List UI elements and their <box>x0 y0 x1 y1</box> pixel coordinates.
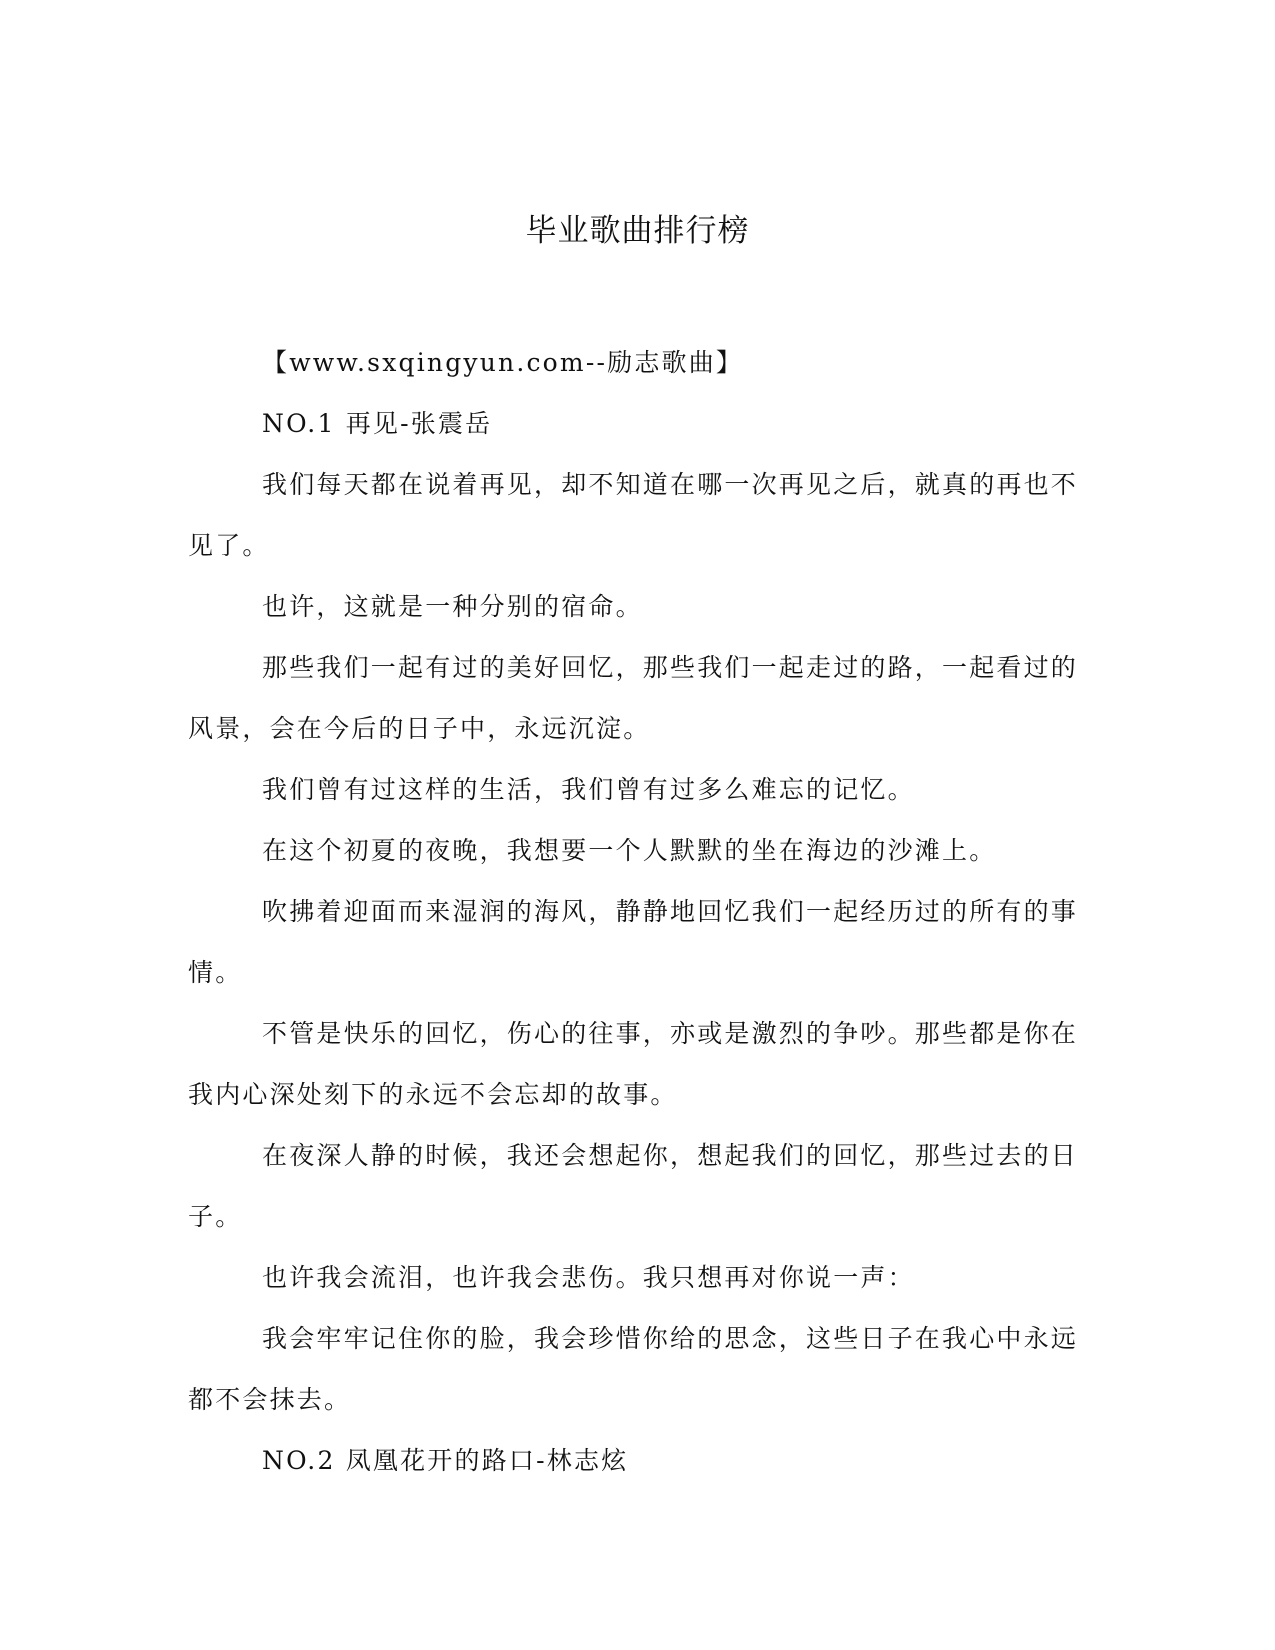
paragraph: 也许，这就是一种分别的宿命。 <box>262 592 643 621</box>
paragraph: 我们曾有过这样的生活，我们曾有过多么难忘的记忆。 <box>262 775 915 804</box>
source-line: 【www.sxqingyun.com--励志歌曲】 <box>262 348 744 377</box>
document-body <box>188 332 1078 1491</box>
paragraph: 不管是快乐的回忆，伤心的往事，亦或是激烈的争吵。那些都是你在我内心深处刻下的永远不会忘却的故事。 <box>188 1019 1079 1109</box>
paragraph: 在夜深人静的时候，我还会想起你，想起我们的回忆，那些过去的日子。 <box>188 1141 1079 1231</box>
page-title: 毕业歌曲排行榜 <box>525 213 750 249</box>
paragraph: 我们每天都在说着再见，却不知道在哪一次再见之后，就真的再也不见了。 <box>188 470 1079 560</box>
paragraph: 也许我会流泪，也许我会悲伤。我只想再对你说一声： <box>262 1263 915 1292</box>
paragraph: 那些我们一起有过的美好回忆，那些我们一起走过的路，一起看过的风景，会在今后的日子中，永远沉淀。 <box>188 653 1079 743</box>
paragraph: 吹拂着迎面而来湿润的海风，静静地回忆我们一起经历过的所有的事情。 <box>188 897 1079 987</box>
paragraph: 在这个初夏的夜晚，我想要一个人默默的坐在海边的沙滩上。 <box>262 836 997 865</box>
song-heading-1: NO.1 再见-张震岳 <box>262 409 493 438</box>
song-heading-2: NO.2 凤凰花开的路口-林志炫 <box>262 1446 629 1475</box>
paragraph: 我会牢牢记住你的脸，我会珍惜你给的思念，这些日子在我心中永远都不会抹去。 <box>188 1324 1079 1414</box>
